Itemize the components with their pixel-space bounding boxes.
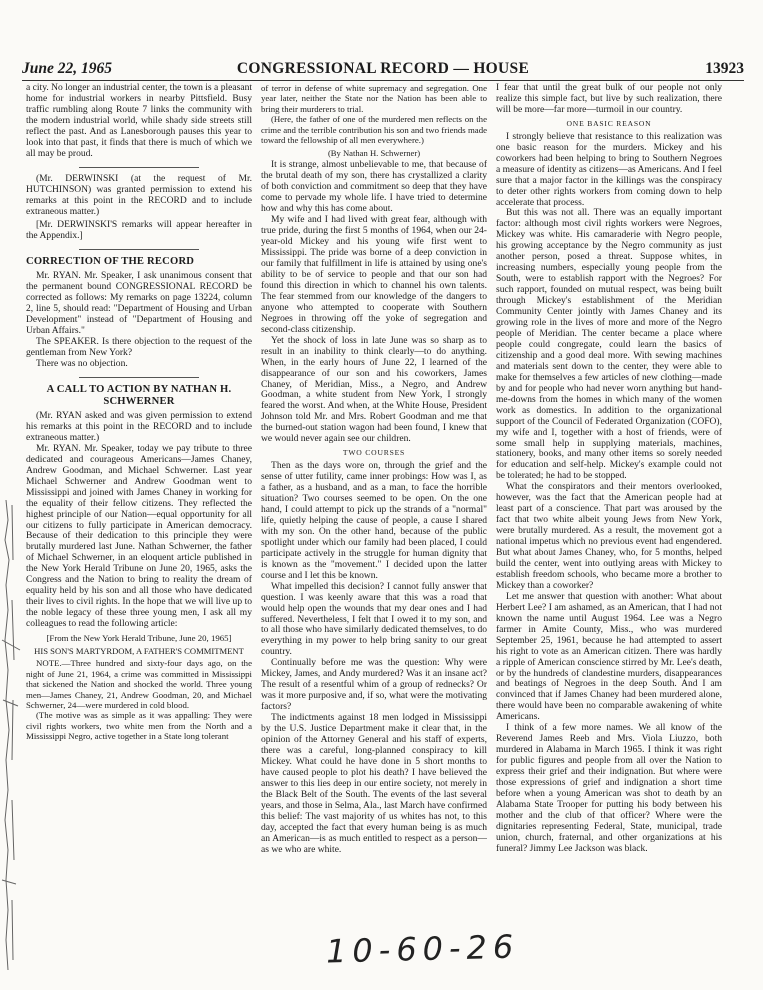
- paragraph: The indictments against 18 men lodged in Mississippi by the U.S. Justice Department make it clear that, in the opinion of the Attorney General and his staff of experts, there was a careful, long-planned conspiracy to kill Mickey. What could he have done in 5 short months to have caused people to plot his death? I have believed the answer to this lies deep in our entire society, not merely in the Black Belt of the South. The events of the last several years, and those in Selma, Ala., last March have confirmed this belief: The vast majority of us whites has not, to this day, accepted the fact that every human being is as much an American—is as much entitled to respect as a person—as we who are white.: [261, 712, 487, 855]
- paragraph: a city. No longer an industrial center, the town is a pleasant home for industrial workers in nearby Pittsfield. Busy traffic rumbling along Route 7 links the community with the modern industrial world, while shady side streets still reflect the past. And as Lanesborough pauses this year to look into that past, it finds that there is much of which we all may be proud.: [26, 83, 252, 159]
- header-title: CONGRESSIONAL RECORD — HOUSE: [236, 60, 530, 77]
- paragraph: Mr. RYAN. Mr. Speaker, I ask unanimous consent that the permanent bound CONGRESSIONAL RECORD be corrected as follows: My remarks on page 13224, column 2, line 5, should read: "Department of Housing and Urban Development" instead of "Department of Housing and Urban Affairs.": [26, 270, 252, 337]
- paragraph: What the conspirators and their mentors overlooked, however, was the fact that the American people had at least part of a conscience. That part was aroused by the fact that two white albeit young Jews from New York, were brutally murdered. As a result, the movement got a national impetus which no previous event had engendered. But what about James Chaney, who, for 5 months, helped build the center, went into outlying areas with Mickey to establish freedom schools, who became more a brother to Mickey than a coworker?: [496, 481, 722, 591]
- subheading: TWO COURSES: [342, 448, 406, 458]
- article-source: [From the New York Herald Tribune, June 20, 1965]: [46, 633, 232, 644]
- section-heading: A CALL TO ACTION BY NATHAN H. SCHWERNER: [46, 383, 232, 407]
- article-title: HIS SON'S MARTYRDOM, A FATHER'S COMMITMENT: [34, 646, 244, 657]
- paragraph: (Here, the father of one of the murdered men reflects on the crime and the terrible contribution his son and two friends made toward the fellowship of all men everywhere.): [261, 114, 487, 146]
- page-header: [22, 60, 744, 80]
- paragraph: (Mr. RYAN asked and was given permission to extend his remarks at this point in the RECORD and to include extraneous matter.): [26, 409, 252, 443]
- paragraph: Then as the days wore on, through the grief and the sense of utter futility, came inner probings: How was I, as a father, as a husband, and as a man, to face the horrible situation? Two courses seemed to be open. On the one hand, I could attempt to pick up the strands of a "normal" life, quietly helping the cause of people, a cause I shared with my son. On the other hand, because of the public spotlight under which our family had been placed, I could participate actively in the struggle for human dignity that is known as the "movement." I decided upon the latter course and I let this be known.: [261, 460, 487, 581]
- divider: [79, 167, 199, 168]
- section-heading: CORRECTION OF THE RECORD: [26, 256, 195, 268]
- paragraph: (Mr. DERWINSKI (at the request of Mr. HUTCHINSON) was granted permission to extend his remarks at this point in the RECORD and to include extraneous matter.): [26, 172, 252, 217]
- divider: [79, 377, 199, 378]
- header-rule: [22, 80, 744, 81]
- paragraph: I think of a few more names. We all know of the Reverend James Reeb and Mrs. Viola Liuzzo, both murdered in Alabama in March 1965. I think it was right for public figures and people from all over the Nation to express their grief and their indignation. But where were those expressions of grief and indignation a short time before when a young American was shot to death by an Alabama State Trooper for putting his body between his mother and the club of that officer? Where were the dignitaries representing Federal, State, municipal, trade union, church, fraternal, and other organizations at his funeral? Jimmy Lee Jackson was black.: [496, 722, 722, 854]
- column-2: [261, 83, 487, 963]
- paragraph: The SPEAKER. Is there objection to the request of the gentleman from New York?: [26, 336, 252, 359]
- paragraph: It is strange, almost unbelievable to me, that because of the brutal death of my son, there has crystallized a clarity of both conviction and commitment so deep that they have come to pervade my whole life. I have tried to determine how and why this has come about.: [261, 159, 487, 215]
- paragraph: My wife and I had lived with great fear, although with true pride, during the first 5 months of 1964, when our 24-year-old Mickey and his young wife first went to Mississippi. The pride was borne of a deep conviction in our family that fulfillment in life is attained by using one's ability to be of service to people and that our son had found this direction in which to channel his own talents. The fear stemmed from our knowledge of the dangers to anyone who attempted to cooperate with Southern Negroes in throwing off the yoke of segregation and second-class citizenship.: [261, 214, 487, 335]
- paragraph: [Mr. DERWINSKI'S remarks will appear hereafter in the Appendix.]: [26, 219, 252, 242]
- paragraph: But this was not all. There was an equally important factor: although most civil rights workers were Negroes, Mickey was white. His camaraderie with Negro people, his growing acceptance by the Negro community as just another person, posed a threat. Suppose whites, in increasing numbers, especially young people from the South, were to establish rapport with the Negroes? For such rapport, founded on mutual respect, was being built through Mickey's establishment of the Meridian Community Center jointly with James Chaney and its growing role in the lives of more and more of the Negro people of Meridian. The center became a place where people could congregate, could learn the basics of citizenship and a good deal more. With sewing machines and materials sent down to the center, they were able to make for themselves a few articles of new clothing—made by and for people who had never worn anything but hand-me-downs from the homes in which many of the women work as domestics. In addition to the organizational support of the Council of Federated Organization (COFO), my wife and I, together with a host of friends, were of some small help in supplying materials, machines, stationery, books, and many other items so sorely needed for education and self-help. Mickey's example could not be tolerated; he had to be stopped.: [496, 207, 722, 482]
- column-3: [496, 83, 722, 963]
- header-date: June 22, 1965: [22, 60, 112, 77]
- paragraph: Mr. RYAN. Mr. Speaker, today we pay tribute to three dedicated and courageous Americans—James Chaney, Andrew Goodman, and Michael Schwerner. Last year Michael Schwerner and Andrew Goodman went to Mississippi and joined with James Chaney in working for the equality of their fellow citizens. They reflected the highest principle of our Nation—equal opportunity for all our citizens to fully participate in American democracy. Because of their dedication to this principle they were brutally murdered last June. Nathan Schwerner, the father of Michael Schwerner, in an eloquent article published in the New York Herald Tribune on June 20, 1965, asks the Congress and the Nation to bring to reality the dream of equality held by his son and all those who have dedicated their lives to civil rights. In the hope that we will live up to the noble legacy of these three young men, I ask all my colleagues to read the following article:: [26, 442, 252, 630]
- handwritten-annotation: 10-60-26: [325, 927, 520, 971]
- paragraph: Yet the shock of loss in late June was so sharp as to result in an inability to think clearly—to do anything. When, in the early hours of June 22, I learned of the disappearance of our son and his coworkers, James Chaney, of Meridian, Miss., a Negro, and Andrew Goodman, a white student from New York, I strongly feared the worst. And when, at the White House, President Johnson told Mr. and Mrs. Robert Goodman and me that the burned-out station wagon had been found, I knew that we would never again see our children.: [261, 334, 487, 445]
- column-1: [26, 83, 252, 963]
- paragraph: I strongly believe that resistance to this realization was one basic reason for the murders. Mickey and his coworkers had been helping to bring to Southern Negroes a measure of identity as citizens—as Americans. And I feel sure that a major factor in the killings was the conspiracy to deter other rights workers from coming down to help accelerate that process.: [496, 130, 722, 208]
- header-page-number: 13923: [705, 60, 744, 77]
- byline: (By Nathan H. Schwerner): [327, 148, 421, 159]
- paragraph: Let me answer that question with another: What about Herbert Lee? I am ashamed, as an American, that I had not known the name until August 1964. Lee was a Negro farmer in Amite County, Miss., who was murdered September 25, 1961, because he had attempted to assert his right to vote as an American citizen. There was hardly a ripple of American conscience stirred by Mr. Lee's death, or by the hundreds of clandestine murders, disappearances and beatings of Negroes in the deep South. And I am convinced that if James Chaney had been murdered alone, there would have been no comparable awakening of white Americans.: [496, 590, 722, 723]
- paragraph: Continually before me was the question: Why were Mickey, James, and Andy murdered? Was it an insane act? The result of a resentful whim of a group of rednecks? Or was it more purposive and, if so, what were the motivating factors?: [261, 657, 487, 713]
- paragraph: There was no objection.: [36, 358, 128, 370]
- paragraph: I fear that until the great bulk of our people not only realize this simple fact, but live by such realization, there will be more—far more—turmoil in our country.: [496, 83, 722, 115]
- paragraph: What impelled this decision? I cannot fully answer that question. I was keenly aware that this was a road that would help open the wounds that my dear ones and I had suffered. Nevertheless, I felt that I owed it to my son, and to all those who have similarly dedicated themselves, to do everything in my power to help bring sanity to our great country.: [261, 580, 487, 658]
- divider: [79, 249, 199, 250]
- paragraph: NOTE.—Three hundred and sixty-four days ago, on the night of June 21, 1964, a crime was committed in Mississippi that sickened the Nation and shocked the world. Three young men—James Chaney, 21, Andrew Goodman, 20, and Michael Schwerner, 24—were murdered in cold blood.: [26, 658, 252, 711]
- paragraph: (The motive was as simple as it was appalling: They were civil rights workers, two white men from the North and a Mississippi Negro, active together in a State long tolerant: [26, 710, 252, 742]
- subheading: ONE BASIC REASON: [566, 118, 652, 128]
- paragraph: of terror in defense of white supremacy and segregation. One year later, neither the State nor the Nation has been able to bring their murderers to trial.: [261, 83, 487, 114]
